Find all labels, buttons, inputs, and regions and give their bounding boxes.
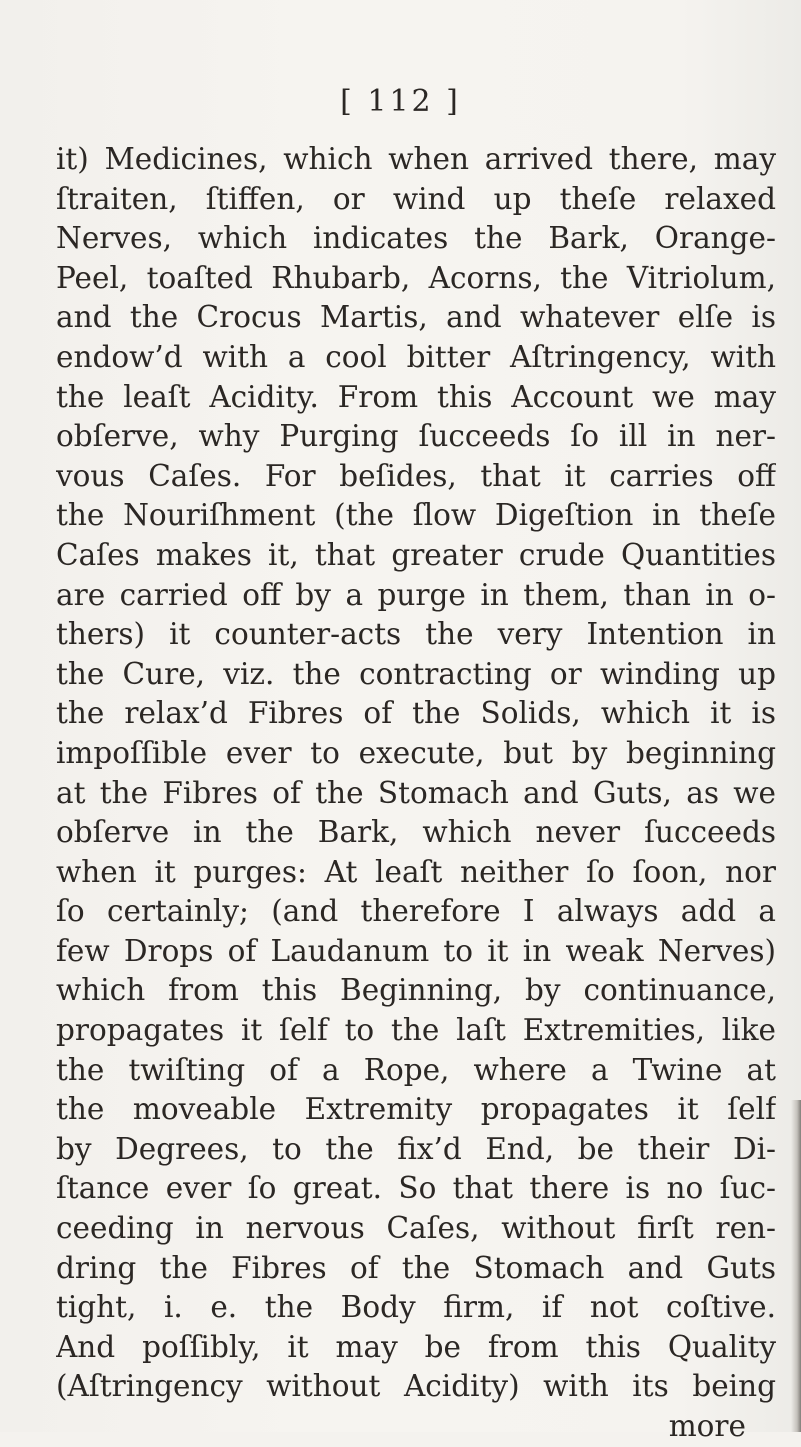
text-line: by Degrees, to the fix’d End, be their Di-: [56, 1131, 776, 1166]
text-line: the leaſt Acidity. From this Account we may: [56, 379, 776, 414]
text-line: obſerve in the Bark, which never ſucceeds: [56, 815, 776, 850]
text-line: And poſſibly, it may be from this Quality: [56, 1329, 776, 1364]
text-line: ſtance ever ſo great. So that there is no ſuc-: [56, 1171, 776, 1206]
text-line: when it purges: At leaſt neither ſo ſoon, nor: [56, 854, 776, 889]
text-line: the moveable Extremity propagates it ſelf: [56, 1092, 776, 1127]
text-line: are carried off by a purge in them, than in o-: [56, 577, 776, 612]
text-line: few Drops of Laudanum to it in weak Nerves): [56, 933, 776, 968]
catchword: more: [668, 1409, 746, 1443]
text-line: obſerve, why Purging ſucceeds ſo ill in ner-: [56, 419, 776, 454]
body-text: [56, 140, 776, 1447]
text-line: the Cure, viz. the contracting or winding up: [56, 656, 776, 691]
text-line: impoſſible ever to execute, but by beginning: [56, 735, 776, 770]
text-line: thers) it counter-acts the very Intention in: [56, 617, 776, 652]
text-line: Caſes makes it, that greater crude Quantities: [56, 537, 776, 572]
text-line: tight, i. e. the Body firm, if not coſtive.: [56, 1290, 776, 1325]
text-line: the twiſting of a Rope, where a Twine at: [56, 1052, 776, 1087]
page-edge-shadow: [791, 1100, 801, 1432]
text-line: at the Fibres of the Stomach and Guts, as we: [56, 775, 776, 810]
text-line: which from this Beginning, by continuance,: [56, 973, 776, 1008]
text-line: ceeding in nervous Caſes, without firſt ren-: [56, 1211, 776, 1246]
text-line: dring the Fibres of the Stomach and Guts: [56, 1250, 776, 1285]
text-line: vous Caſes. For beſides, that it carries off: [56, 458, 776, 493]
text-line: Peel, toaſted Rhubarb, Acorns, the Vitriolum,: [56, 260, 776, 295]
text-line: ſtraiten, ſtiffen, or wind up theſe relaxed: [56, 181, 776, 216]
text-line: propagates it ſelf to the laſt Extremities, like: [56, 1013, 776, 1048]
text-line: Nerves, which indicates the Bark, Orange-: [56, 221, 776, 256]
text-line: ſo certainly; (and therefore I always add a: [56, 894, 776, 929]
text-line: it) Medicines, which when arrived there, may: [56, 142, 776, 176]
page-number-header: [ 112 ]: [340, 84, 461, 119]
text-line: the Nouriſhment (the ſlow Digeſtion in theſe: [56, 498, 776, 533]
text-line: (Aſtringency without Acidity) with its being: [56, 1369, 776, 1404]
text-line: endow’d with a cool bitter Aſtringency, with: [56, 339, 776, 374]
text-line: and the Crocus Martis, and whatever elſe is: [56, 300, 776, 335]
text-line: the relax’d Fibres of the Solids, which it is: [56, 696, 776, 731]
